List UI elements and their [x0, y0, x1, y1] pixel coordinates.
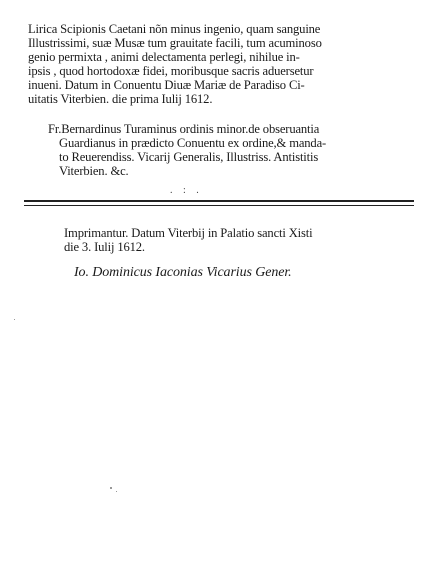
ornament-dots: . : .: [170, 185, 203, 196]
imprimatur-line: Imprimantur. Datum Viterbij in Palatio sancti Xisti: [64, 226, 313, 240]
approval-line: ipsis , quod hortodoxæ fidei, moribusque sacris aduersetur: [28, 64, 314, 79]
approval-paragraph: [28, 22, 406, 107]
imprimatur-block: [64, 226, 409, 254]
print-speck: [116, 491, 117, 492]
signature-line: Fr.Bernardinus Turaminus ordinis minor.de obseruantia: [48, 122, 320, 136]
signature-line: to Reuerendiss. Vicarij Generalis, Illustriss. Antistitis: [59, 150, 319, 164]
approval-line: inueni. Datum in Conuentu Diuæ Mariæ de Paradiso Ci-: [28, 78, 305, 93]
approval-line: genio permixta , animi delectamenta perlegi, nihilue in-: [28, 50, 300, 65]
signature-line: Viterbien. &c.: [59, 164, 129, 178]
divider-rule-thick: [24, 200, 414, 202]
print-speck: [14, 319, 15, 320]
approval-line: uitatis Viterbien. die prima Iulij 1612.: [28, 92, 213, 107]
divider-rule-thin: [24, 205, 414, 206]
vicar-signature: Io. Dominicus Iaconias Vicarius Gener.: [74, 265, 292, 280]
print-speck: [110, 487, 112, 489]
approval-line: Illustrissimi, suæ Musæ tum grauitate facili, tum acuminoso: [28, 36, 322, 51]
approval-line: Lirica Scipionis Caetani nõn minus ingenio, quam sanguine: [28, 22, 321, 36]
signature-block: [48, 122, 408, 178]
imprimatur-line: die 3. Iulij 1612.: [64, 240, 145, 254]
signature-line: Guardianus in prædicto Conuentu ex ordine,& manda-: [59, 136, 327, 150]
